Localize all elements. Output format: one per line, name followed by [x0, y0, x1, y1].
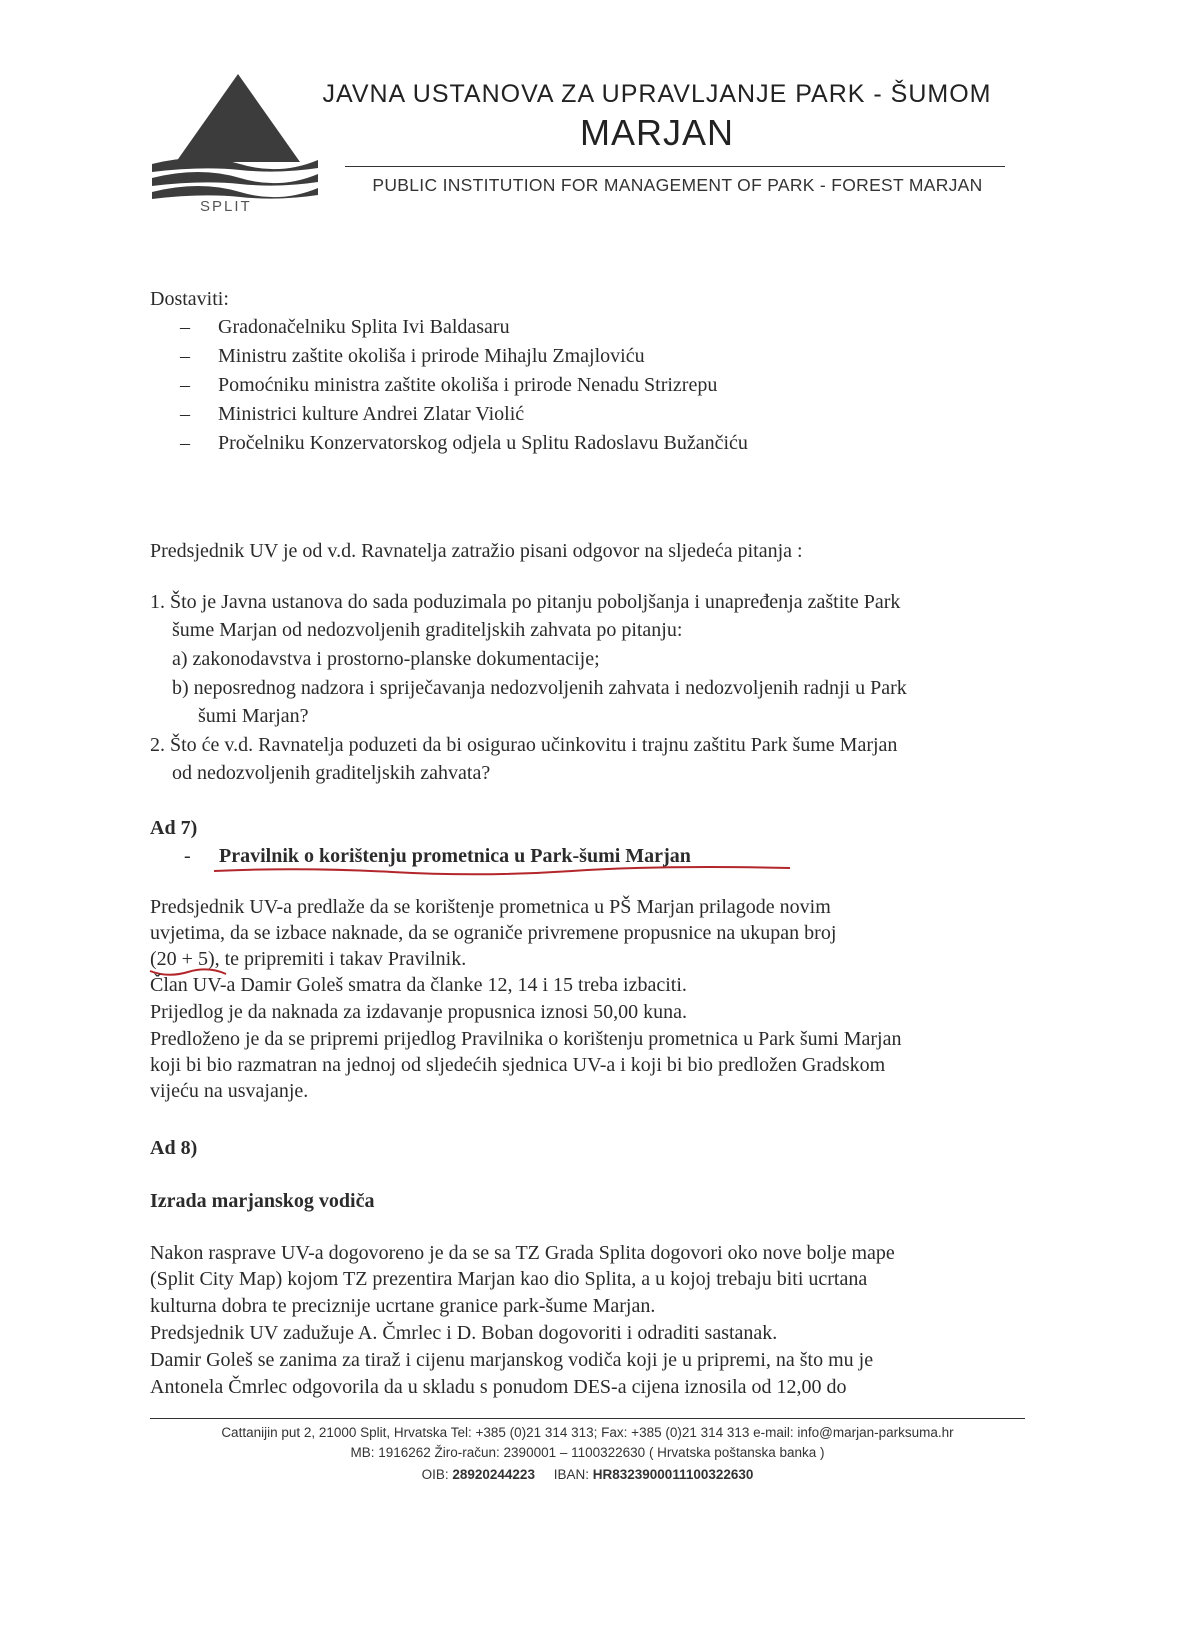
ad7-text-line: Predloženo je da se pripremi prijedlog Pravilnika o korištenju prometnica u Park šumi Marjan — [150, 1028, 902, 1050]
ad7-text-line: Prijedlog je da naknada za izdavanje propusnica iznosi 50,00 kuna. — [150, 1001, 688, 1023]
questions-intro: Predsjednik UV je od v.d. Ravnatelja zatražio pisani odgovor na sljedeća pitanja : — [150, 540, 803, 562]
ad7-text-line: Predsjednik UV-a predlaže da se korištenje prometnica u PŠ Marjan prilagode novim — [150, 896, 831, 918]
recipient-item: Ministru zaštite okoliša i prirode Mihajlu Zmajloviću — [218, 345, 645, 367]
oib-value: 28920244223 — [452, 1467, 535, 1482]
recipients-heading: Dostaviti: — [150, 288, 229, 310]
bullet-dash-icon: - — [184, 845, 191, 867]
bullet-dash-icon: – — [180, 374, 190, 396]
recipient-item: Pročelniku Konzervatorskog odjela u Splitu Radoslavu Bužančiću — [218, 432, 748, 454]
question-2-line: od nedozvoljenih graditeljskih zahvata? — [172, 762, 491, 784]
logo-mountain — [176, 74, 300, 162]
ad7-title: Pravilnik o korištenju prometnica u Park-šumi Marjan — [219, 845, 691, 867]
iban-label: IBAN: — [553, 1467, 589, 1482]
question-1a: a) zakonodavstva i prostorno-planske dokumentacije; — [172, 648, 600, 670]
recipient-item: Pomoćniku ministra zaštite okoliša i prirode Nenadu Strizrepu — [218, 374, 718, 396]
footer-ids — [150, 1466, 1025, 1484]
ad8-text-line: Antonela Čmrlec odgovorila da u skladu s ponudom DES-a cijena iznosila od 12,00 do — [150, 1376, 847, 1398]
ad8-text-line: Damir Goleš se zanima za tiraž i cijenu marjanskog vodiča koji je u pripremi, na što mu je — [150, 1349, 874, 1371]
bullet-dash-icon: – — [180, 403, 190, 425]
ad7-text-line: koji bi bio razmatran na jednoj od sljedećih sjednica UV-a i koji bi bio predložen Gradskom — [150, 1054, 886, 1076]
question-1-line: šume Marjan od nedozvoljenih graditeljskih zahvata po pitanju: — [172, 619, 683, 641]
bullet-dash-icon: – — [180, 345, 190, 367]
question-1b-line: b) neposrednog nadzora i spriječavanja nedozvoljenih zahvata i nedozvoljenih radnji u Park — [172, 677, 907, 699]
footer-address: Cattanijin put 2, 21000 Split, Hrvatska Tel: +385 (0)21 314 313; Fax: +385 (0)21 314 313 e-mail: info@marjan-parksuma.hr — [221, 1425, 954, 1440]
ad8-text-line: kulturna dobra te preciznije ucrtane granice park-šume Marjan. — [150, 1295, 656, 1317]
ad7-text-line: (20 + 5), te pripremiti i takav Pravilnik. — [150, 948, 467, 970]
ad8-text-line: Predsjednik UV zadužuje A. Čmrlec i D. Boban dogovoriti i odraditi sastanak. — [150, 1322, 778, 1344]
ad8-text-line: Nakon rasprave UV-a dogovoreno je da se sa TZ Grada Splita dogovori oko nove bolje mape — [150, 1242, 895, 1264]
ad7-text-line: vijeću na usvajanje. — [150, 1080, 309, 1102]
letterhead-rule — [345, 166, 1005, 167]
question-2-line: 2. Što će v.d. Ravnatelja poduzeti da bi osigurao učinkovitu i trajnu zaštitu Park šume Marjan — [150, 734, 898, 756]
ad8-title: Izrada marjanskog vodiča — [150, 1190, 375, 1212]
iban-value: HR8323900011100322630 — [592, 1467, 754, 1482]
bullet-dash-icon: – — [180, 316, 190, 338]
logo-wave-2 — [152, 172, 318, 186]
org-short-name: MARJAN — [579, 112, 734, 153]
question-1b-line: šumi Marjan? — [198, 705, 309, 727]
ad8-heading: Ad 8) — [150, 1137, 198, 1159]
oib-label: OIB: — [421, 1467, 449, 1482]
ad8-text-line: (Split City Map) kojom TZ prezentira Marjan kao dio Splita, a u kojoj trebaju biti ucrtana — [150, 1268, 868, 1290]
org-name: JAVNA USTANOVA ZA UPRAVLJANJE PARK - ŠUMOM — [322, 80, 992, 108]
recipient-item: Gradonačelniku Splita Ivi Baldasaru — [218, 316, 510, 338]
footer-rule — [150, 1418, 1025, 1419]
logo-text: SPLIT — [200, 198, 252, 215]
ad7-heading: Ad 7) — [150, 817, 198, 839]
question-1-line: 1. Što je Javna ustanova do sada poduzimala po pitanju poboljšanja i unapređenja zaštite Park — [150, 591, 901, 613]
recipient-item: Ministrici kulture Andrei Zlatar Violić — [218, 403, 525, 425]
org-name-english: PUBLIC INSTITUTION FOR MANAGEMENT OF PARK - FOREST MARJAN — [372, 175, 983, 195]
bullet-dash-icon: – — [180, 432, 190, 454]
footer-bank: MB: 1916262 Žiro-račun: 2390001 – 1100322630 ( Hrvatska poštanska banka ) — [350, 1445, 825, 1460]
handwritten-underline — [212, 864, 792, 878]
ad7-text-line: uvjetima, da se izbace naknade, da se ograniče privremene propusnice na ukupan broj — [150, 922, 837, 944]
ad7-text-line: Član UV-a Damir Goleš smatra da članke 12, 14 i 15 treba izbaciti. — [150, 974, 687, 996]
